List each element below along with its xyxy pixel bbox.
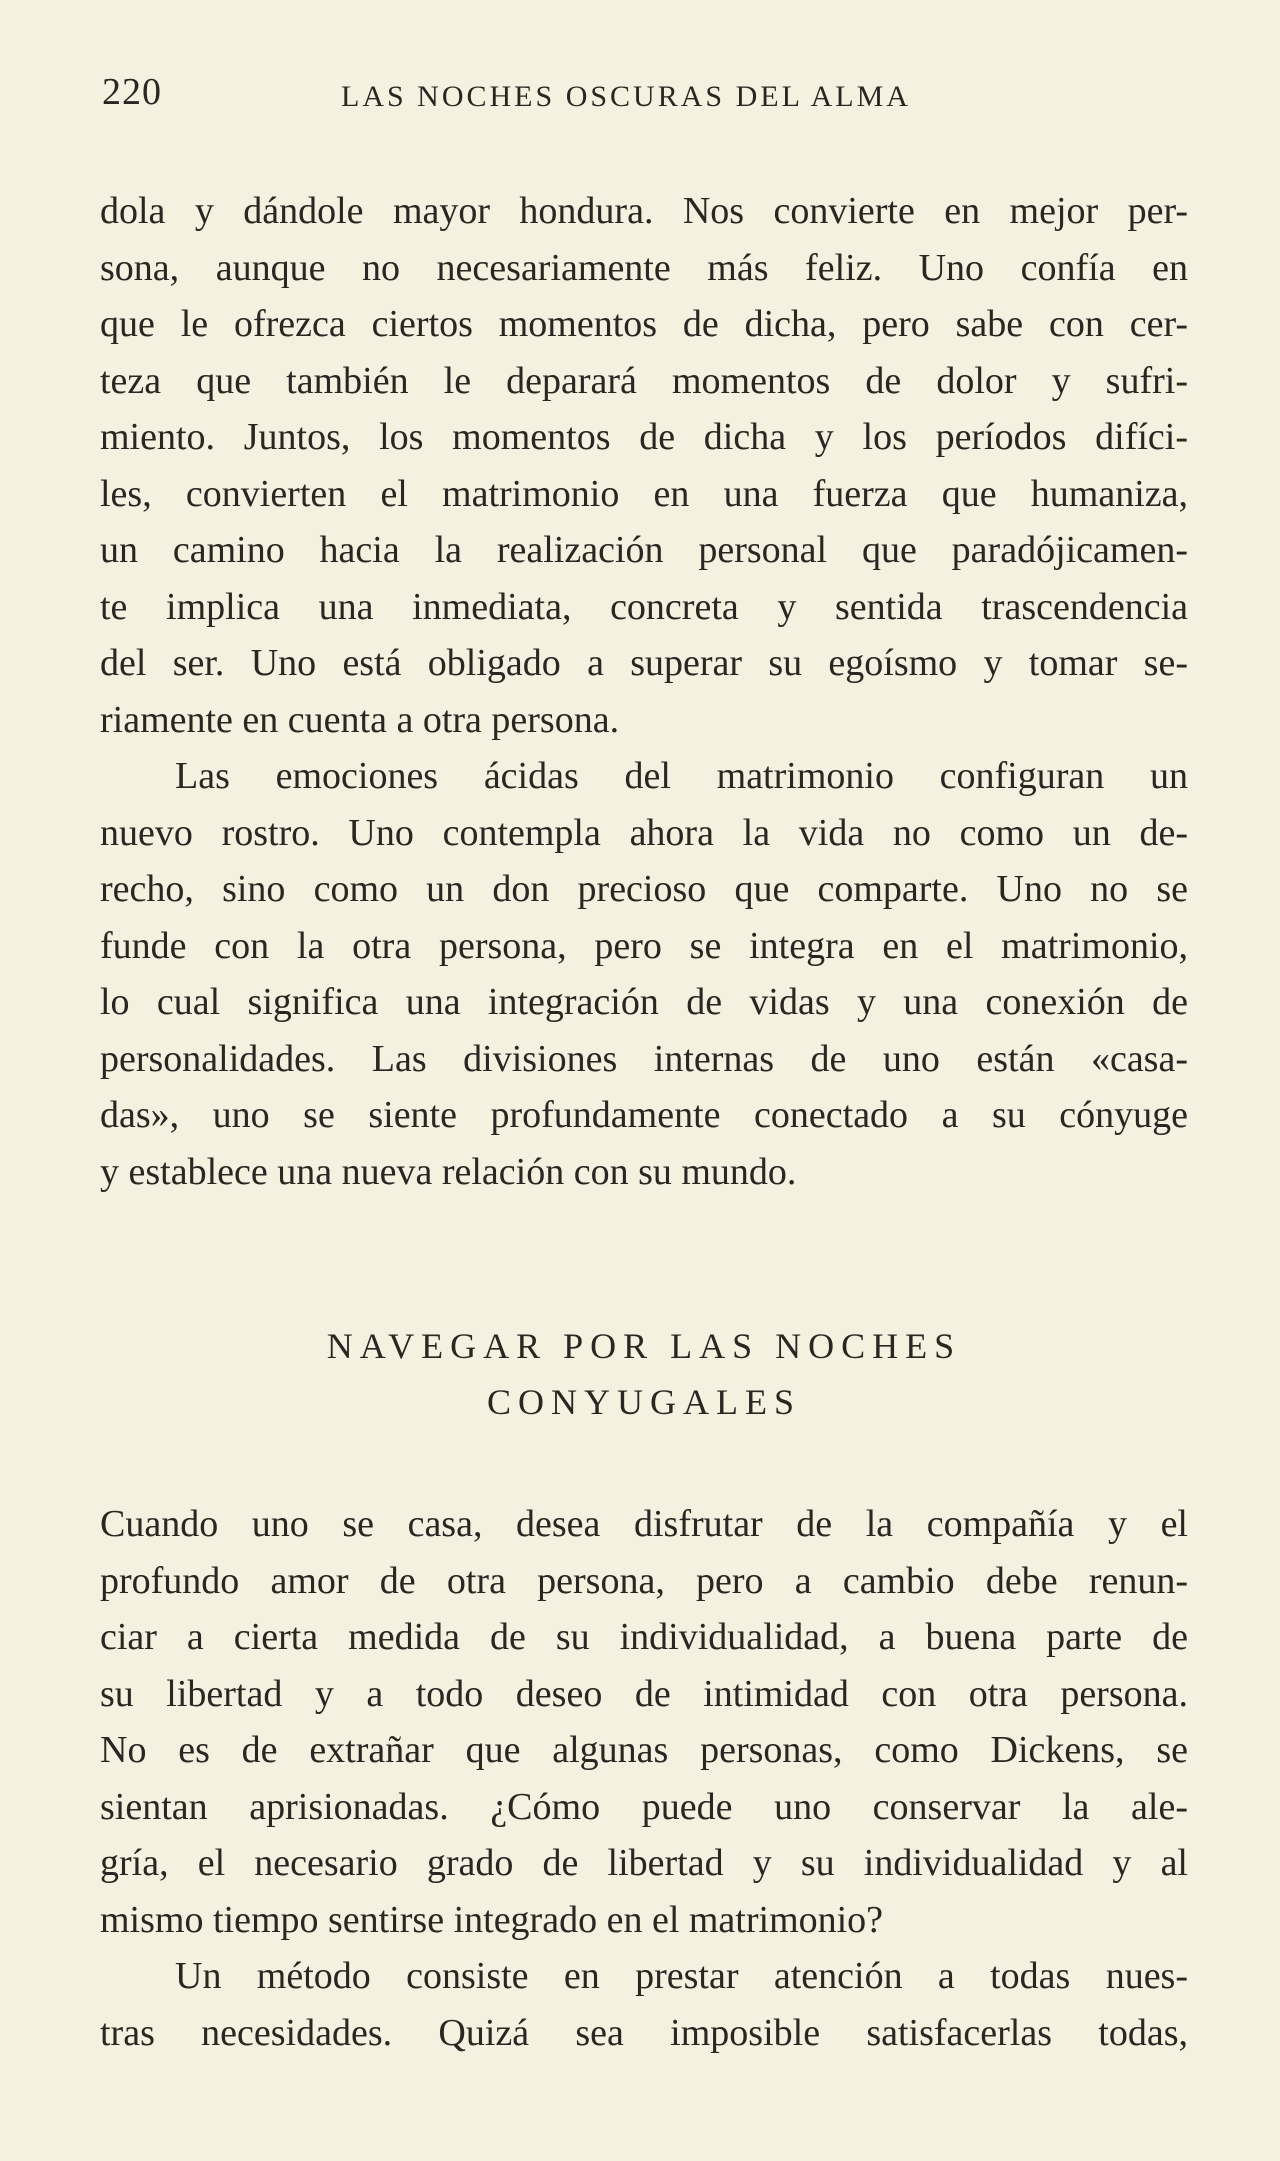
text-line: No es de extrañar que algunas personas, como Dickens, se xyxy=(100,1729,1188,1771)
running-head xyxy=(100,70,1190,120)
paragraph xyxy=(100,1496,1188,1948)
text-line: nuevo rostro. Uno contempla ahora la vida no como un de- xyxy=(100,811,1188,854)
text-line: te implica una inmediata, concreta y sentida trascendencia xyxy=(100,585,1188,628)
text-line: les, convierten el matrimonio en una fuerza que humaniza, xyxy=(100,472,1188,515)
section-heading-line-1: NAVEGAR POR LAS NOCHES xyxy=(326,1326,962,1366)
text-block-top xyxy=(100,183,1188,1200)
text-line: lo cual significa una integración de vidas y una conexión de xyxy=(100,981,1188,1023)
text-line: personalidades. Las divisiones internas de uno están «casa- xyxy=(100,1037,1188,1080)
text-line: dola y dándole mayor hondura. Nos convierte en mejor per- xyxy=(100,190,1188,232)
text-line: Un método consiste en prestar atención a todas nues- xyxy=(175,1955,1188,1997)
text-line: riamente en cuenta a otra persona. xyxy=(100,698,620,741)
text-line: profundo amor de otra persona, pero a cambio debe renun- xyxy=(100,1559,1188,1602)
page-number: 220 xyxy=(102,71,162,113)
text-line: un camino hacia la realización personal que paradójicamen- xyxy=(100,529,1188,571)
text-line: Cuando uno se casa, desea disfrutar de la compañía y el xyxy=(100,1503,1188,1545)
text-line: teza que también le deparará momentos de dolor y sufri- xyxy=(100,359,1188,402)
text-line: das», uno se siente profundamente conectado a su cónyuge xyxy=(100,1094,1188,1136)
section-heading xyxy=(100,1318,1188,1430)
text-line: y establece una nueva relación con su mundo. xyxy=(100,1150,797,1193)
text-line: miento. Juntos, los momentos de dicha y los períodos difíci- xyxy=(100,416,1188,458)
text-line: mismo tiempo sentirse integrado en el matrimonio? xyxy=(100,1898,884,1941)
section-heading-line-2: CONYUGALES xyxy=(486,1382,801,1422)
text-line: su libertad y a todo deseo de intimidad con otra persona. xyxy=(100,1672,1188,1715)
text-line: Las emociones ácidas del matrimonio configuran un xyxy=(175,755,1188,797)
paragraph xyxy=(100,183,1188,748)
text-line: sientan aprisionadas. ¿Cómo puede uno conservar la ale- xyxy=(100,1785,1188,1828)
text-line: funde con la otra persona, pero se integra en el matrimonio, xyxy=(100,924,1188,967)
paragraph xyxy=(100,1948,1188,2061)
text-block-bottom xyxy=(100,1496,1188,2061)
running-title: LAS NOCHES OSCURAS DEL ALMA xyxy=(341,80,911,113)
text-line: del ser. Uno está obligado a superar su egoísmo y tomar se- xyxy=(100,642,1188,684)
paragraph xyxy=(100,748,1188,1200)
text-line: sona, aunque no necesariamente más feliz. Uno confía en xyxy=(100,246,1188,289)
text-line: que le ofrezca ciertos momentos de dicha, pero sabe con cer- xyxy=(100,303,1188,345)
text-line: ciar a cierta medida de su individualidad, a buena parte de xyxy=(100,1616,1188,1658)
text-line: tras necesidades. Quizá sea imposible satisfacerlas todas, xyxy=(100,2011,1188,2054)
text-line: recho, sino como un don precioso que comparte. Uno no se xyxy=(100,868,1188,910)
text-line: gría, el necesario grado de libertad y su individualidad y al xyxy=(100,1842,1188,1884)
